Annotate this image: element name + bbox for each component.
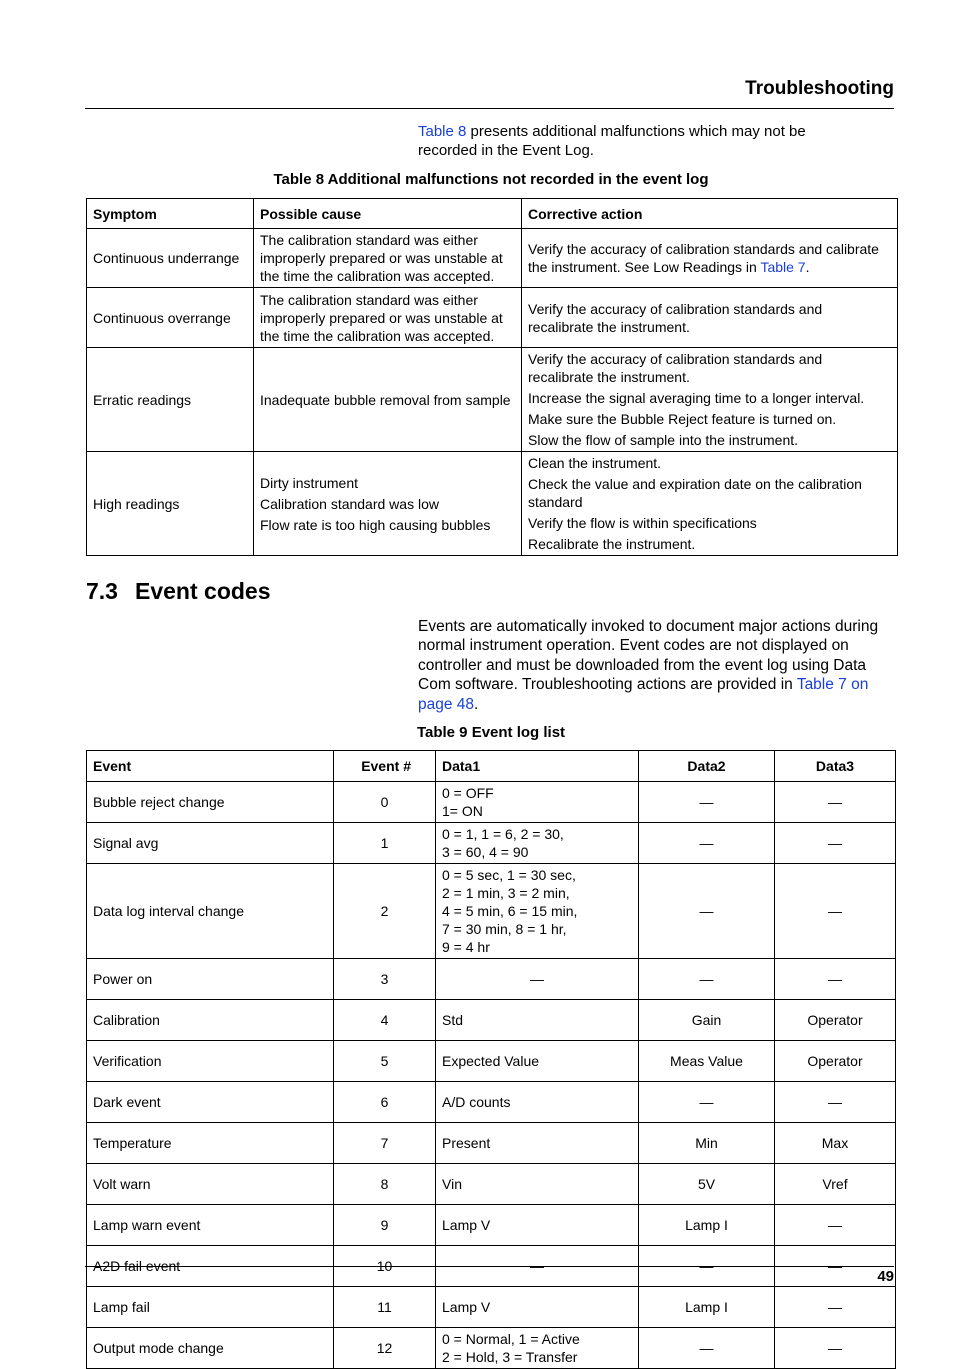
data1-line: Vin: [442, 1176, 462, 1192]
running-header: Troubleshooting: [745, 78, 894, 99]
section-body-text: Events are automatically invoked to document major actions during normal instrument operation. Event codes are not displayed on controller and must be downloaded from the event log using Data Com software. Troubleshooting actions are provided in: [418, 618, 879, 694]
footer-rule: [85, 1266, 894, 1267]
data2-cell: Min: [639, 1123, 775, 1164]
data1-line: Lamp V: [442, 1217, 491, 1233]
action-line: Verify the accuracy of calibration standards and recalibrate the instrument.: [528, 351, 823, 385]
event-log-table: [86, 750, 896, 1369]
event-cell: Signal avg: [87, 823, 334, 864]
data1-line: —: [530, 971, 544, 987]
data1-cell: [436, 1287, 639, 1328]
cause-line: The calibration standard was either improperly prepared or was unstable at the time the calibration was accepted.: [260, 291, 503, 344]
cause-line: The calibration standard was either improperly prepared or was unstable at the time the calibration was accepted.: [260, 232, 503, 284]
header-data1: Data1: [436, 751, 639, 782]
section-number: 7.3: [86, 578, 118, 604]
event-cell: A2D fail event: [87, 1246, 334, 1287]
header-data2: Data2: [639, 751, 775, 782]
header-event-number: Event #: [334, 751, 436, 782]
data3-cell: Vref: [775, 1164, 896, 1205]
event-number-cell: 12: [334, 1328, 436, 1369]
table-row: [87, 782, 896, 823]
intro-paragraph: [418, 122, 858, 160]
action-line: [528, 240, 891, 276]
cause-line: Inadequate bubble removal from sample: [260, 391, 511, 408]
data1-cell: [436, 1205, 639, 1246]
action-line: Verify the flow is within specifications: [528, 515, 757, 531]
data2-cell: Lamp I: [639, 1287, 775, 1328]
data2-cell: 5V: [639, 1164, 775, 1205]
table-row: [87, 1000, 896, 1041]
action-line: Recalibrate the instrument.: [528, 536, 696, 552]
data1-line: 7 = 30 min, 8 = 1 hr,: [442, 921, 567, 937]
data3-cell: Max: [775, 1123, 896, 1164]
data1-line: Present: [442, 1135, 491, 1151]
data1-line: 3 = 60, 4 = 90: [442, 844, 529, 860]
event-cell: Temperature: [87, 1123, 334, 1164]
data1-line: 4 = 5 min, 6 = 15 min,: [442, 903, 578, 919]
data1-line: 2 = 1 min, 3 = 2 min,: [442, 885, 570, 901]
header-symptom: Symptom: [87, 199, 254, 229]
data2-cell: Lamp I: [639, 1205, 775, 1246]
table-row: [87, 1287, 896, 1328]
data3-cell: —: [775, 782, 896, 823]
table7-link[interactable]: Table 7: [760, 259, 806, 275]
table-row: [87, 1164, 896, 1205]
data1-line: A/D counts: [442, 1094, 511, 1110]
data1-line: Std: [442, 1012, 464, 1028]
event-cell: Lamp warn event: [87, 1205, 334, 1246]
table-row: [87, 452, 898, 556]
data2-cell: —: [639, 782, 775, 823]
data1-line: 0 = OFF: [442, 785, 494, 801]
data3-cell: —: [775, 1328, 896, 1369]
data1-line: Expected Value: [442, 1053, 540, 1069]
event-number-cell: 2: [334, 864, 436, 959]
data3-cell: —: [775, 1287, 896, 1328]
cause-cell: [254, 452, 522, 556]
event-cell: Power on: [87, 959, 334, 1000]
table-header-row: [87, 751, 896, 782]
data2-cell: —: [639, 823, 775, 864]
event-number-cell: 5: [334, 1041, 436, 1082]
header-corrective-action: Corrective action: [522, 199, 898, 229]
section-heading: [86, 578, 271, 605]
header-event: Event: [87, 751, 334, 782]
action-cell: [522, 229, 898, 288]
table7-page-link[interactable]: Table 7 on page 48: [418, 676, 869, 713]
event-number-cell: 11: [334, 1287, 436, 1328]
cause-line: Calibration standard was low: [260, 495, 439, 512]
data3-cell: —: [775, 1082, 896, 1123]
event-number-cell: 6: [334, 1082, 436, 1123]
action-cell: [522, 288, 898, 348]
event-cell: Volt warn: [87, 1164, 334, 1205]
event-number-cell: 0: [334, 782, 436, 823]
event-number-cell: 8: [334, 1164, 436, 1205]
data3-cell: —: [775, 1246, 896, 1287]
event-cell: Output mode change: [87, 1328, 334, 1369]
data1-line: 0 = 5 sec, 1 = 30 sec,: [442, 867, 576, 883]
action-line: Increase the signal averaging time to a longer interval.: [528, 390, 865, 406]
data2-cell: —: [639, 959, 775, 1000]
header-data3: Data3: [775, 751, 896, 782]
data1-line: Lamp V: [442, 1299, 491, 1315]
table-row: [87, 1041, 896, 1082]
data1-cell: [436, 1328, 639, 1369]
cause-cell: [254, 229, 522, 288]
cause-cell: [254, 348, 522, 452]
action-text: Verify the accuracy of calibration standards and calibrate the instrument. See Low Readings in: [528, 241, 879, 275]
action-line: Make sure the Bubble Reject feature is turned on.: [528, 411, 837, 427]
event-number-cell: 4: [334, 1000, 436, 1041]
data2-cell: Meas Value: [639, 1041, 775, 1082]
table8-link[interactable]: Table 8: [418, 123, 467, 140]
table8-caption: Table 8 Additional malfunctions not recorded in the event log: [273, 171, 709, 188]
section-body: [418, 617, 894, 714]
action-cell: [522, 452, 898, 556]
data1-cell: [436, 1164, 639, 1205]
event-cell: Data log interval change: [87, 864, 334, 959]
table-row: [87, 1328, 896, 1369]
data1-cell: [436, 1000, 639, 1041]
data2-cell: Gain: [639, 1000, 775, 1041]
table-row: [87, 823, 896, 864]
intro-text: presents additional malfunctions which may not be recorded in the Event Log.: [418, 123, 806, 159]
header-possible-cause: Possible cause: [254, 199, 522, 229]
data1-cell: [436, 1082, 639, 1123]
data1-cell: [436, 864, 639, 959]
data3-cell: Operator: [775, 1041, 896, 1082]
section-body-end: .: [474, 695, 479, 713]
data1-line: 1= ON: [442, 803, 483, 819]
action-end: .: [805, 259, 810, 275]
section-title: Event codes: [135, 578, 271, 604]
action-line: Slow the flow of sample into the instrument.: [528, 432, 799, 448]
malfunctions-table: [86, 198, 898, 556]
cause-line: Dirty instrument: [260, 474, 359, 491]
data2-cell: —: [639, 1246, 775, 1287]
table-row: [87, 288, 898, 348]
event-cell: Bubble reject change: [87, 782, 334, 823]
event-cell: Calibration: [87, 1000, 334, 1041]
event-cell: Verification: [87, 1041, 334, 1082]
data2-cell: —: [639, 1082, 775, 1123]
action-cell: [522, 348, 898, 452]
cause-cell: [254, 288, 522, 348]
symptom-cell: Continuous underrange: [87, 229, 254, 288]
cause-line: Flow rate is too high causing bubbles: [260, 516, 491, 533]
symptom-cell: High readings: [87, 452, 254, 556]
action-line: Clean the instrument.: [528, 455, 662, 471]
action-line: Check the value and expiration date on the calibration standard: [528, 476, 862, 510]
data3-cell: —: [775, 1205, 896, 1246]
table-header-row: [87, 199, 898, 229]
event-number-cell: 9: [334, 1205, 436, 1246]
data2-cell: —: [639, 864, 775, 959]
data1-line: 0 = Normal, 1 = Active: [442, 1331, 580, 1347]
data1-cell: [436, 1041, 639, 1082]
table-row: [87, 1205, 896, 1246]
symptom-cell: Continuous overrange: [87, 288, 254, 348]
data1-line: 9 = 4 hr: [442, 939, 490, 955]
page-number: 49: [877, 1268, 894, 1285]
action-line: Verify the accuracy of calibration standards and recalibrate the instrument.: [528, 300, 823, 335]
event-number-cell: 10: [334, 1246, 436, 1287]
data1-line: 2 = Hold, 3 = Transfer: [442, 1349, 578, 1365]
table-row: [87, 959, 896, 1000]
table-row: [87, 1123, 896, 1164]
table-row: [87, 229, 898, 288]
event-number-cell: 1: [334, 823, 436, 864]
event-cell: Dark event: [87, 1082, 334, 1123]
data1-cell: [436, 959, 639, 1000]
data3-cell: —: [775, 864, 896, 959]
table-row: [87, 348, 898, 452]
data3-cell: Operator: [775, 1000, 896, 1041]
table9-caption: Table 9 Event log list: [416, 724, 566, 741]
data1-cell: [436, 1123, 639, 1164]
data3-cell: —: [775, 959, 896, 1000]
event-number-cell: 3: [334, 959, 436, 1000]
data1-cell: [436, 782, 639, 823]
data3-cell: —: [775, 823, 896, 864]
symptom-cell: Erratic readings: [87, 348, 254, 452]
data1-cell: [436, 823, 639, 864]
header-rule: [85, 108, 894, 109]
data1-line: —: [530, 1258, 544, 1274]
event-cell: Lamp fail: [87, 1287, 334, 1328]
event-number-cell: 7: [334, 1123, 436, 1164]
table-row: [87, 1082, 896, 1123]
data2-cell: —: [639, 1328, 775, 1369]
table-row: [87, 864, 896, 959]
data1-line: 0 = 1, 1 = 6, 2 = 30,: [442, 826, 564, 842]
